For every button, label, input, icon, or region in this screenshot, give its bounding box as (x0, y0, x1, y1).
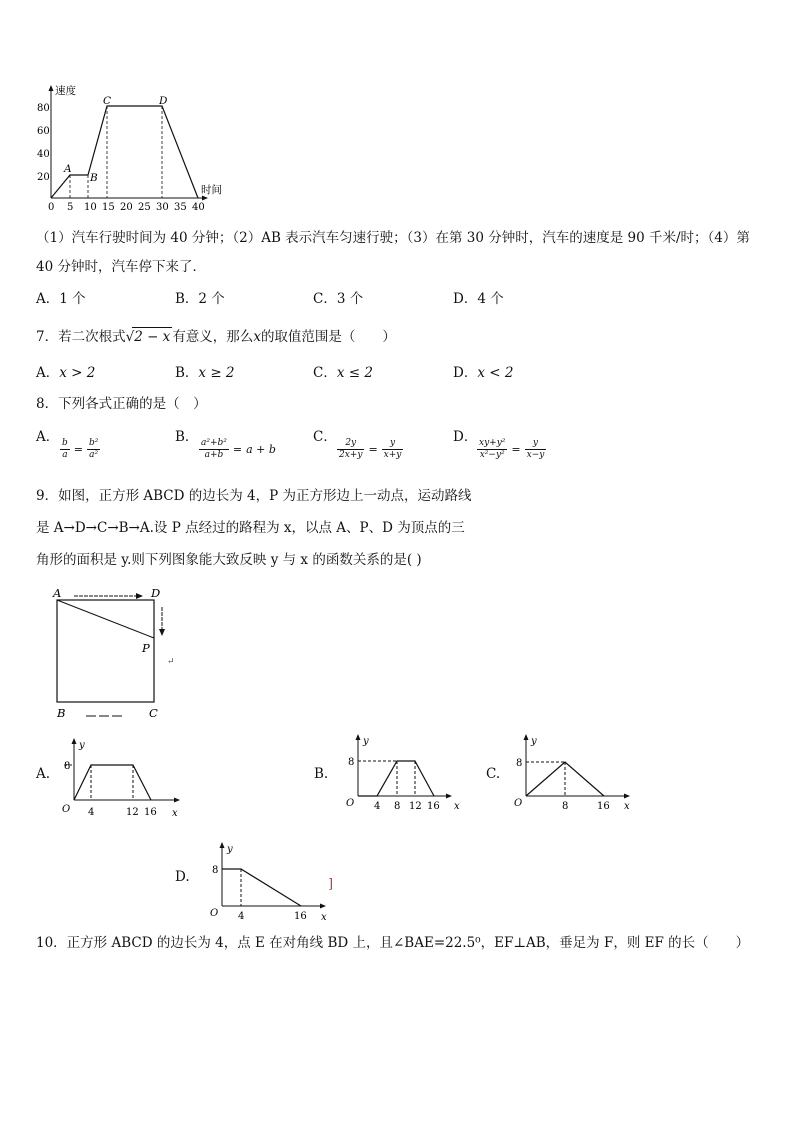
q7-variable: x (253, 329, 261, 345)
x-tick: 16 (294, 911, 307, 922)
q6-statements: （1）汽车行驶时间为 40 分钟；（2）AB 表示汽车匀速行驶；（3）在第 30 分钟时，汽车的速度是 90 千米/时；（4）第 (36, 230, 750, 246)
x-tick: 8 (562, 801, 569, 812)
option-label: A． (36, 365, 60, 381)
equals-sign: = (511, 443, 521, 456)
q8-option-d[interactable] (453, 428, 477, 446)
y-tick: 8 (64, 761, 71, 772)
q6-option-b[interactable]: B．2 个 (175, 291, 225, 307)
point-label-b: B (90, 172, 98, 184)
x-axis-label: x (624, 801, 630, 812)
vertex-label-a: A (53, 586, 62, 600)
arrow-head-icon (320, 904, 326, 909)
q9-option-d-graph[interactable] (200, 836, 350, 926)
segment-ap (57, 600, 154, 638)
q7-option-b[interactable] (175, 364, 235, 382)
point-label-c: C (103, 95, 112, 107)
q9-option-b-label[interactable]: B. (314, 766, 329, 782)
return-mark-icon: ↵ (167, 657, 175, 667)
arrow-head-icon (446, 794, 452, 799)
fraction: $\frac{\text{xy+y²}}{\text{x²−y²}}$ (479, 438, 506, 460)
q8-option-c[interactable] (313, 428, 337, 446)
point-label-p: P (142, 641, 150, 655)
y-axis-title: 速度 (55, 85, 76, 97)
q8-option-b-expr (199, 438, 276, 461)
arrow-head-icon (624, 794, 630, 799)
fraction: $\frac{y}{x+y}$ (383, 438, 402, 460)
x-tick: 8 (394, 801, 401, 812)
option-label: C． (313, 365, 337, 381)
q6-option-c[interactable]: C．3 个 (313, 291, 364, 307)
x-tick: 12 (409, 801, 422, 812)
y-axis-label: y (363, 736, 369, 747)
fraction: $\frac{y}{x-y}$ (526, 438, 545, 460)
graph-line (358, 761, 434, 796)
option-label: B． (175, 365, 199, 381)
arrow-head-icon (174, 798, 180, 803)
q7-option-a[interactable] (36, 364, 95, 382)
q7-stem-prefix: 7．若二次根式 (36, 329, 126, 345)
q8-option-c-expr (337, 438, 403, 461)
x-axis-label: x (454, 801, 460, 812)
y-axis-label: y (531, 736, 537, 747)
origin-label: O (514, 798, 523, 809)
x-tick: 0 (48, 202, 55, 213)
arrow-head-icon (159, 629, 165, 636)
y-axis-arrow (49, 85, 54, 91)
fraction: $\frac{\text{b²}}{\text{a²}}$ (88, 438, 99, 460)
q9-option-c-graph[interactable] (508, 730, 643, 820)
q9-line-2: 是 A→D→C→B→A.设 P 点经过的路程为 x，以点 A、P、D 为顶点的三 (36, 520, 465, 536)
y-tick: 80 (37, 103, 50, 114)
q7-option-d[interactable] (453, 364, 513, 382)
fraction: $\frac{2y}{2x+y}$ (339, 438, 363, 460)
y-axis-label: y (227, 844, 233, 855)
q9-option-a-graph[interactable] (56, 734, 186, 824)
q8-option-b[interactable] (175, 428, 198, 446)
q6-statements-cont: 40 分钟时，汽车停下来了． (36, 259, 206, 275)
speed-time-graph (30, 82, 230, 214)
x-tick: 16 (144, 807, 157, 818)
x-tick: 5 (67, 202, 74, 213)
y-tick: 20 (37, 172, 50, 183)
option-expr: x ≥ 2 (198, 365, 235, 381)
x-axis-title: 时间 (201, 184, 222, 196)
fraction: $\frac{\text{a²+b²}}{a+b}$ (201, 438, 227, 460)
y-tick: 8 (212, 865, 219, 876)
q6-option-a[interactable]: A．1 个 (36, 291, 86, 307)
x-axis-arrow (202, 196, 208, 201)
rhs-expr: a + b (246, 443, 276, 456)
x-tick: 16 (427, 801, 440, 812)
q9-option-c-label[interactable]: C. (486, 766, 501, 782)
q9-option-b-graph[interactable] (338, 730, 468, 820)
q8-option-d-expr (477, 438, 546, 461)
arrow-head-icon (72, 738, 77, 744)
x-tick: 4 (374, 801, 381, 812)
option-label: A． (36, 429, 60, 445)
x-tick: 4 (88, 807, 95, 818)
q7-stem (36, 327, 396, 346)
option-label: B． (175, 429, 199, 445)
y-tick: 8 (516, 758, 523, 769)
x-tick: 30 (156, 202, 169, 213)
x-tick: 20 (120, 202, 133, 213)
edit-mark-icon: ] (328, 877, 334, 892)
square (57, 600, 154, 702)
q6-option-d[interactable]: D．4 个 (453, 291, 504, 307)
q8-stem: 8．下列各式正确的是（ ） (36, 396, 207, 412)
q7-stem-suffix: 有意义，那么 (172, 329, 254, 345)
option-expr: x > 2 (59, 365, 96, 381)
vertex-label-d: D (151, 586, 161, 600)
origin-label: O (346, 798, 355, 809)
x-tick: 15 (102, 202, 115, 213)
q9-option-a-label[interactable]: A. (36, 766, 51, 782)
option-label: C． (313, 429, 337, 445)
graph-line (74, 765, 151, 800)
x-axis-label: x (321, 912, 327, 923)
arrow-head-icon (220, 842, 225, 848)
point-label-a: A (64, 163, 72, 175)
graph-line (222, 869, 301, 906)
point-label-d: D (159, 95, 168, 107)
arrow-head-icon (356, 734, 361, 740)
option-label: D． (453, 365, 478, 381)
arrow-head-icon (524, 734, 529, 740)
equals-sign: = (73, 443, 83, 456)
q7-radicand: 2 − x (134, 329, 171, 345)
x-tick: 4 (238, 911, 245, 922)
arrow-head-icon (136, 593, 143, 599)
y-tick: 8 (348, 757, 355, 768)
y-axis-label: y (79, 740, 85, 751)
square-abcd-figure (48, 585, 188, 725)
vertex-label-b: B (57, 706, 66, 720)
x-tick: 25 (138, 202, 151, 213)
x-tick: 10 (84, 202, 97, 213)
y-tick: 60 (37, 126, 50, 137)
fraction: $\frac{b}{a}$ (62, 438, 68, 460)
radical-sign: √ (125, 329, 135, 345)
y-tick: 40 (37, 149, 50, 160)
q7-stem-end: 的取值范围是（ ） (260, 329, 396, 345)
option-label: D． (453, 429, 478, 445)
x-axis-label: x (172, 808, 178, 819)
x-tick: 16 (597, 801, 610, 812)
q7-option-c[interactable] (313, 364, 373, 382)
q9-option-d-label[interactable]: D. (175, 869, 190, 885)
origin-label: O (210, 908, 219, 919)
equals-sign: = (232, 443, 243, 456)
x-tick: 40 (192, 202, 205, 213)
option-expr: x < 2 (477, 365, 514, 381)
q9-line-3: 角形的面积是 y.则下列图象能大致反映 y 与 x 的函数关系的是( ) (36, 552, 422, 568)
origin-label: O (62, 804, 71, 815)
q8-option-a[interactable] (36, 428, 59, 446)
speed-curve (51, 106, 198, 198)
vertex-label-c: C (149, 706, 158, 720)
equals-sign: = (368, 443, 378, 456)
x-tick: 35 (174, 202, 187, 213)
option-expr: x ≤ 2 (336, 365, 373, 381)
q10-stem: 10．正方形 ABCD 的边长为 4，点 E 在对角线 BD 上，且∠BAE=22.5⁰，EF⊥AB，垂足为 F，则 EF 的长（ ） (36, 935, 750, 951)
q9-line-1: 9．如图，正方形 ABCD 的边长为 4，P 为正方形边上一动点，运动路线 (36, 488, 472, 504)
q8-option-a-expr (60, 438, 100, 461)
x-tick: 12 (126, 807, 139, 818)
